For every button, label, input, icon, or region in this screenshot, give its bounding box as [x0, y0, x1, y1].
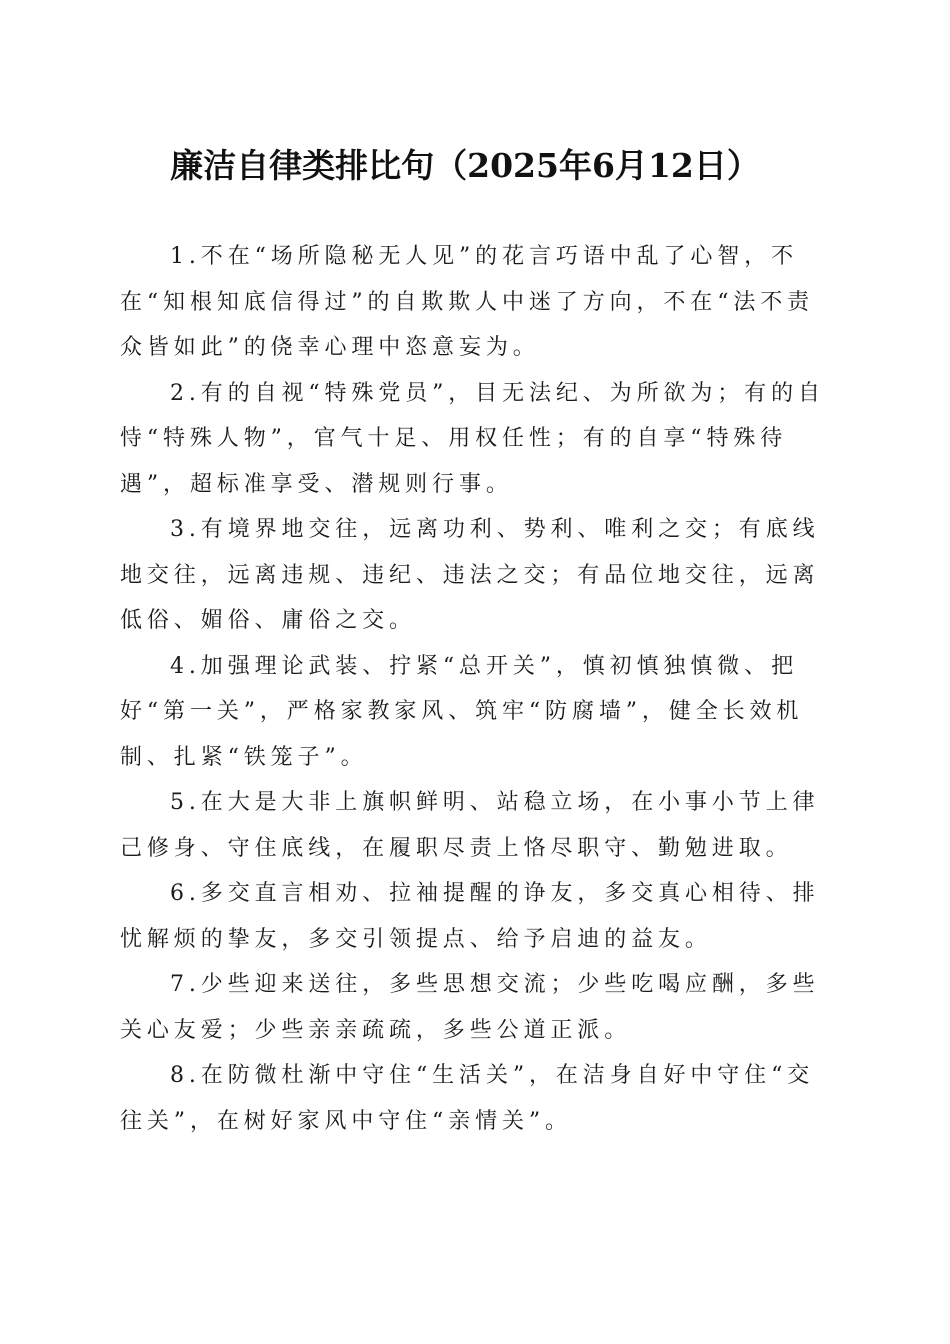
paragraph-4: 4.加强理论武装、拧紧“总开关”，慎初慎独慎微、把好“第一关”，严格家教家风、筑牢“防腐墙”，健全长效机制、扎紧“铁笼子”。: [120, 653, 804, 770]
paragraph-1: 1.不在“场所隐秘无人见”的花言巧语中乱了心智，不在“知根知底信得过”的自欺欺人中迷了方向，不在“法不责众皆如此”的侥幸心理中恣意妄为。: [120, 244, 815, 360]
paragraph-6: 6.多交直言相劝、拉袖提醒的诤友，多交真心相待、排忧解烦的挚友，多交引领提点、给予启迪的益友。: [120, 881, 820, 952]
paragraph-3: 3.有境界地交往，远离功利、势利、唯利之交；有底线地交往，远离违规、违纪、违法之交；有品位地交往，远离低俗、媚俗、庸俗之交。: [120, 517, 820, 633]
paragraph-5: 5.在大是大非上旗帜鲜明、站稳立场，在小事小节上律己修身、守住底线，在履职尽责上恪尽职守、勤勉进取。: [120, 790, 820, 861]
paragraph-8: 8.在防微杜渐中守住“生活关”，在洁身自好中守住“交往关”，在树好家风中守住“亲情关”。: [120, 1063, 815, 1134]
document-body: [120, 234, 826, 1144]
paragraph-7: 7.少些迎来送往，多些思想交流；少些吃喝应酬，多些关心友爱；少些亲亲疏疏，多些公道正派。: [120, 972, 820, 1043]
document-title: 廉洁自律类排比句（2025年6月12日）: [170, 146, 760, 185]
paragraph-2: 2.有的自视“特殊党员”，目无法纪、为所欲为；有的自恃“特殊人物”，官气十足、用权任性；有的自享“特殊待遇”，超标准享受、潜规则行事。: [120, 380, 825, 497]
